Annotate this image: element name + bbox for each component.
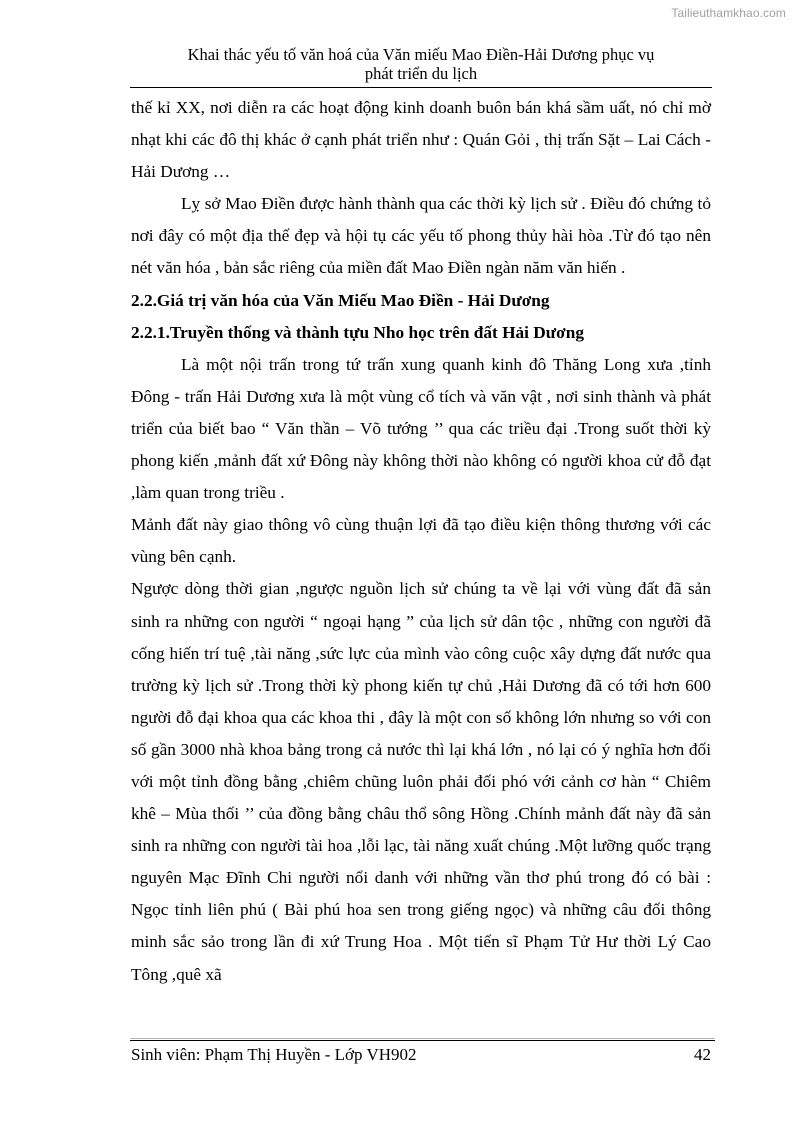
- paragraph-ly-so: Lỵ sở Mao Điền được hành thành qua các thời kỳ lịch sử . Điều đó chứng tỏ nơi đây có một địa thế đẹp và hội tụ các yếu tố phong thủy hài hòa .Từ đó tạo nên nét văn hóa , bản sắc riêng của miền đất Mao Điền ngàn năm văn hiến .: [131, 194, 711, 278]
- section-heading-2-2: 2.2.Giá trị văn hóa của Văn Miếu Mao Điền - Hải Dương: [131, 290, 550, 310]
- paragraph-giao-thong: Mảnh đất này giao thông vô cùng thuận lợi đã tạo điều kiện thông thương với các vùng bên cạnh.: [131, 515, 711, 567]
- paragraph-noi-tran: Là một nội trấn trong tứ trấn xung quanh kinh đô Thăng Long xưa ,tỉnh Đông - trấn Hải Dương xưa là một vùng cổ tích và văn vật , nơi sinh thành và phát triển của biết bao “ Văn thần – Võ tướng ’’ qua các triều đại .Trong suốt thời kỳ phong kiến ,mảnh đất xứ Đông này không thời nào không có người khoa cử đỗ đạt ,làm quan trong triều .: [131, 354, 711, 503]
- header-divider: [130, 87, 712, 88]
- document-body: [131, 92, 711, 991]
- footer-divider: [130, 1038, 715, 1041]
- footer-author: Sinh viên: Phạm Thị Huyền - Lớp VH902: [131, 1045, 417, 1064]
- page-footer: [131, 1044, 711, 1066]
- page-number: 42: [694, 1045, 711, 1064]
- paragraph-continuation: thế kỉ XX, nơi diễn ra các hoạt động kinh doanh buôn bán khá sầm uất, nó chỉ mờ nhạt khi các đô thị khác ở cạnh phát triển như : Quán Gỏi , thị trấn Sặt – Lai Cách - Hải Dương …: [131, 98, 711, 182]
- watermark: Tailieuthamkhao.com: [671, 6, 786, 20]
- page-header: [130, 45, 712, 83]
- header-title-line-2: phát triển du lịch: [364, 64, 478, 83]
- header-title-line-1: Khai thác yếu tố văn hoá của Văn miếu Mao Điền-Hải Dương phục vụ: [187, 45, 655, 64]
- paragraph-nguoc-dong: Ngược dòng thời gian ,ngược nguồn lịch sử chúng ta về lại với vùng đất đã sản sinh ra những con người “ ngoại hạng ” của lịch sử dân tộc , những con người đã cống hiến trí tuệ ,tài năng ,sức lực của mình vào công cuộc xây dựng đất nước qua trường kỳ lịch sử .Trong thời kỳ phong kiến tự chủ ,Hải Dương đã có tới hơn 600 người đỗ đại khoa qua các khoa thi , đây là một con số không lớn nhưng so với con số gần 3000 nhà khoa bảng trong cả nước thì lại khá lớn , nó lại có ý nghĩa hơn đối với một tỉnh đồng bằng ,chiêm chũng luôn phải đối phó với cảnh cơ hàn “ Chiêm khê – Mùa thối ’’ của đồng bằng châu thổ sông Hồng .Chính mảnh đất này đã sản sinh ra những con người tài hoa ,lỗi lạc, tài năng xuất chúng .Một lưỡng quốc trạng nguyên Mạc Đĩnh Chi người nổi danh với những vần thơ phú trong đó có bài : Ngọc tỉnh liên phú ( Bài phú hoa sen trong giếng ngọc) và những câu đối thông minh sắc sảo trong lần đi xứ Trung Hoa . Một tiến sĩ Phạm Tử Hư thời Lý Cao Tông ,quê xã: [131, 579, 711, 984]
- section-heading-2-2-1: 2.2.1.Truyền thống và thành tựu Nho học trên đất Hải Dương: [131, 322, 584, 342]
